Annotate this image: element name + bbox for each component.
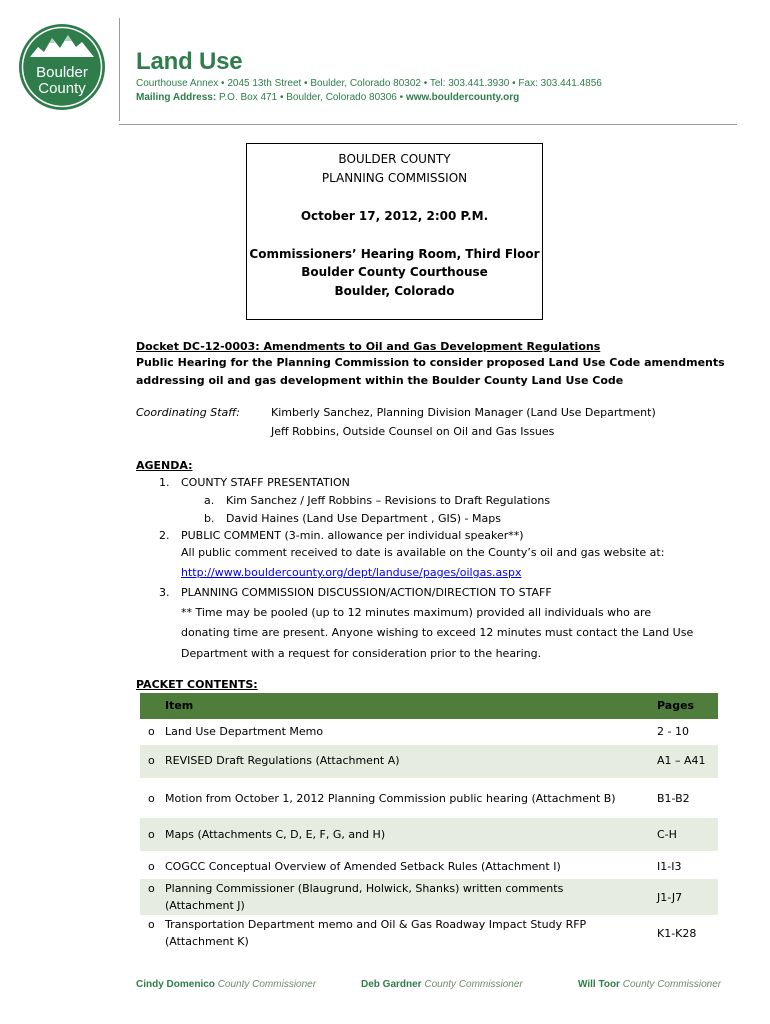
website-link[interactable]: www.bouldercounty.org: [405, 92, 520, 103]
docket-title: Docket DC-12-0003: Amendments to Oil and Gas Development Regulations: [136, 340, 601, 353]
agenda-heading: AGENDA:: [136, 459, 193, 472]
agenda-item-3-note-1: ** Time may be pooled (up to 12 minutes maximum) provided all individuals who are: [181, 606, 652, 619]
footer-commissioner-3: [578, 979, 721, 990]
agenda-item-1a-letter: a.: [204, 494, 215, 507]
table-row: [140, 719, 718, 745]
row-item: Land Use Department Memo: [165, 725, 324, 738]
row-bullet: o: [148, 860, 155, 873]
commissioner-1-role: County Commissioner: [217, 979, 317, 990]
org-line-1: BOULDER COUNTY: [338, 152, 451, 166]
commissioner-3-name: Will Toor: [578, 979, 620, 990]
commissioner-2-name: Deb Gardner: [361, 979, 422, 990]
agenda-item-3-note-3: Department with a request for consideration prior to the hearing.: [181, 647, 542, 660]
staff-member-1: Kimberly Sanchez, Planning Division Manager (Land Use Department): [271, 406, 656, 419]
row-pages: I1-I3: [657, 860, 682, 873]
packet-contents-heading: PACKET CONTENTS:: [136, 678, 258, 691]
row-item: REVISED Draft Regulations (Attachment A): [165, 754, 400, 767]
table-row: [140, 778, 718, 818]
row-item: Motion from October 1, 2012 Planning Commission public hearing (Attachment B): [165, 792, 616, 805]
row-item-line-1: Planning Commissioner (Blaugrund, Holwick, Shanks) written comments: [165, 882, 564, 895]
agenda-item-1b-letter: b.: [204, 512, 215, 525]
commissioner-1-name: Cindy Domenico: [136, 979, 215, 990]
agenda-item-1-number: 1.: [159, 476, 170, 489]
row-pages: A1 – A41: [657, 754, 706, 767]
table-row: [140, 879, 718, 915]
row-pages: J1-J7: [657, 891, 683, 904]
row-pages: 2 - 10: [657, 725, 689, 738]
commissioner-3-role: County Commissioner: [622, 979, 722, 990]
oil-gas-website-link[interactable]: http://www.bouldercounty.org/dept/landuse/pages/oilgas.aspx: [181, 566, 522, 579]
row-pages: B1-B2: [657, 792, 690, 805]
location-line-3: Boulder, Colorado: [334, 284, 455, 298]
row-bullet: o: [148, 725, 155, 738]
mailing-label: Mailing Address:: [136, 92, 217, 103]
agenda-item-1: COUNTY STAFF PRESENTATION: [181, 476, 350, 489]
logo-text-boulder: Boulder: [36, 64, 88, 81]
agenda-item-2: PUBLIC COMMENT (3-min. allowance per individual speaker**): [181, 529, 524, 542]
row-pages: K1-K28: [657, 927, 697, 940]
commissioner-2-role: County Commissioner: [424, 979, 523, 990]
table-row: [140, 818, 718, 851]
mailing-value: P.O. Box 471 • Boulder, Colorado 80306 •: [216, 92, 406, 103]
row-item: Maps (Attachments C, D, E, F, G, and H): [165, 828, 386, 841]
table-row: [140, 851, 718, 879]
meeting-datetime: October 17, 2012, 2:00 P.M.: [300, 209, 489, 223]
location-line-2: Boulder County Courthouse: [301, 265, 488, 279]
column-header-pages: Pages: [657, 699, 695, 712]
docket-desc-line-1: Public Hearing for the Planning Commission to consider proposed Land Use Code amendments: [136, 356, 725, 369]
row-item: COGCC Conceptual Overview of Amended Setback Rules (Attachment I): [165, 860, 561, 873]
footer-commissioner-2: [361, 979, 523, 990]
agenda-item-3: PLANNING COMMISSION DISCUSSION/ACTION/DIRECTION TO STAFF: [181, 586, 552, 599]
row-bullet: o: [148, 754, 155, 767]
agenda-item-3-note-2: donating time are present. Anyone wishing to exceed 12 minutes must contact the Land Use: [181, 626, 694, 639]
agenda-item-3-number: 3.: [159, 586, 170, 599]
table-row: [140, 915, 718, 953]
coordinating-staff-label: Coordinating Staff:: [136, 406, 240, 419]
logo-text-county: County: [38, 80, 86, 97]
row-bullet: o: [148, 792, 155, 805]
row-item-line-2: (Attachment J): [165, 899, 245, 912]
agenda-item-2-number: 2.: [159, 529, 170, 542]
row-item-line-2: (Attachment K): [165, 935, 249, 948]
org-line-2: PLANNING COMMISSION: [321, 171, 468, 185]
row-item-line-1: Transportation Department memo and Oil & Gas Roadway Impact Study RFP: [165, 918, 587, 931]
meeting-info-box: [246, 143, 543, 320]
table-row: [140, 745, 718, 778]
row-bullet: o: [148, 828, 155, 841]
mailing-address-line: [136, 92, 519, 103]
staff-member-2: Jeff Robbins, Outside Counsel on Oil and Gas Issues: [271, 425, 555, 438]
column-header-item: Item: [165, 699, 194, 712]
header-vertical-divider: [119, 18, 120, 121]
location-line-1: Commissioners’ Hearing Room, Third Floor: [249, 247, 540, 261]
header-horizontal-divider: [119, 124, 737, 125]
docket-desc-line-2: addressing oil and gas development within the Boulder County Land Use Code: [136, 374, 624, 387]
address-line: Courthouse Annex • 2045 13th Street • Boulder, Colorado 80302 • Tel: 303.441.3930 • Fax: 303.441.4856: [136, 78, 602, 89]
agenda-item-1b: David Haines (Land Use Department , GIS) - Maps: [226, 512, 501, 525]
footer-commissioner-1: [136, 979, 316, 990]
row-bullet: o: [148, 882, 155, 895]
agenda-item-1a: Kim Sanchez / Jeff Robbins – Revisions to Draft Regulations: [226, 494, 551, 507]
department-title: Land Use: [136, 48, 243, 75]
boulder-county-logo: [18, 23, 106, 111]
packet-table-header: [140, 693, 718, 719]
agenda-item-2-note: All public comment received to date is available on the County’s oil and gas website at:: [181, 546, 665, 559]
row-bullet: o: [148, 918, 155, 931]
row-pages: C-H: [657, 828, 677, 841]
